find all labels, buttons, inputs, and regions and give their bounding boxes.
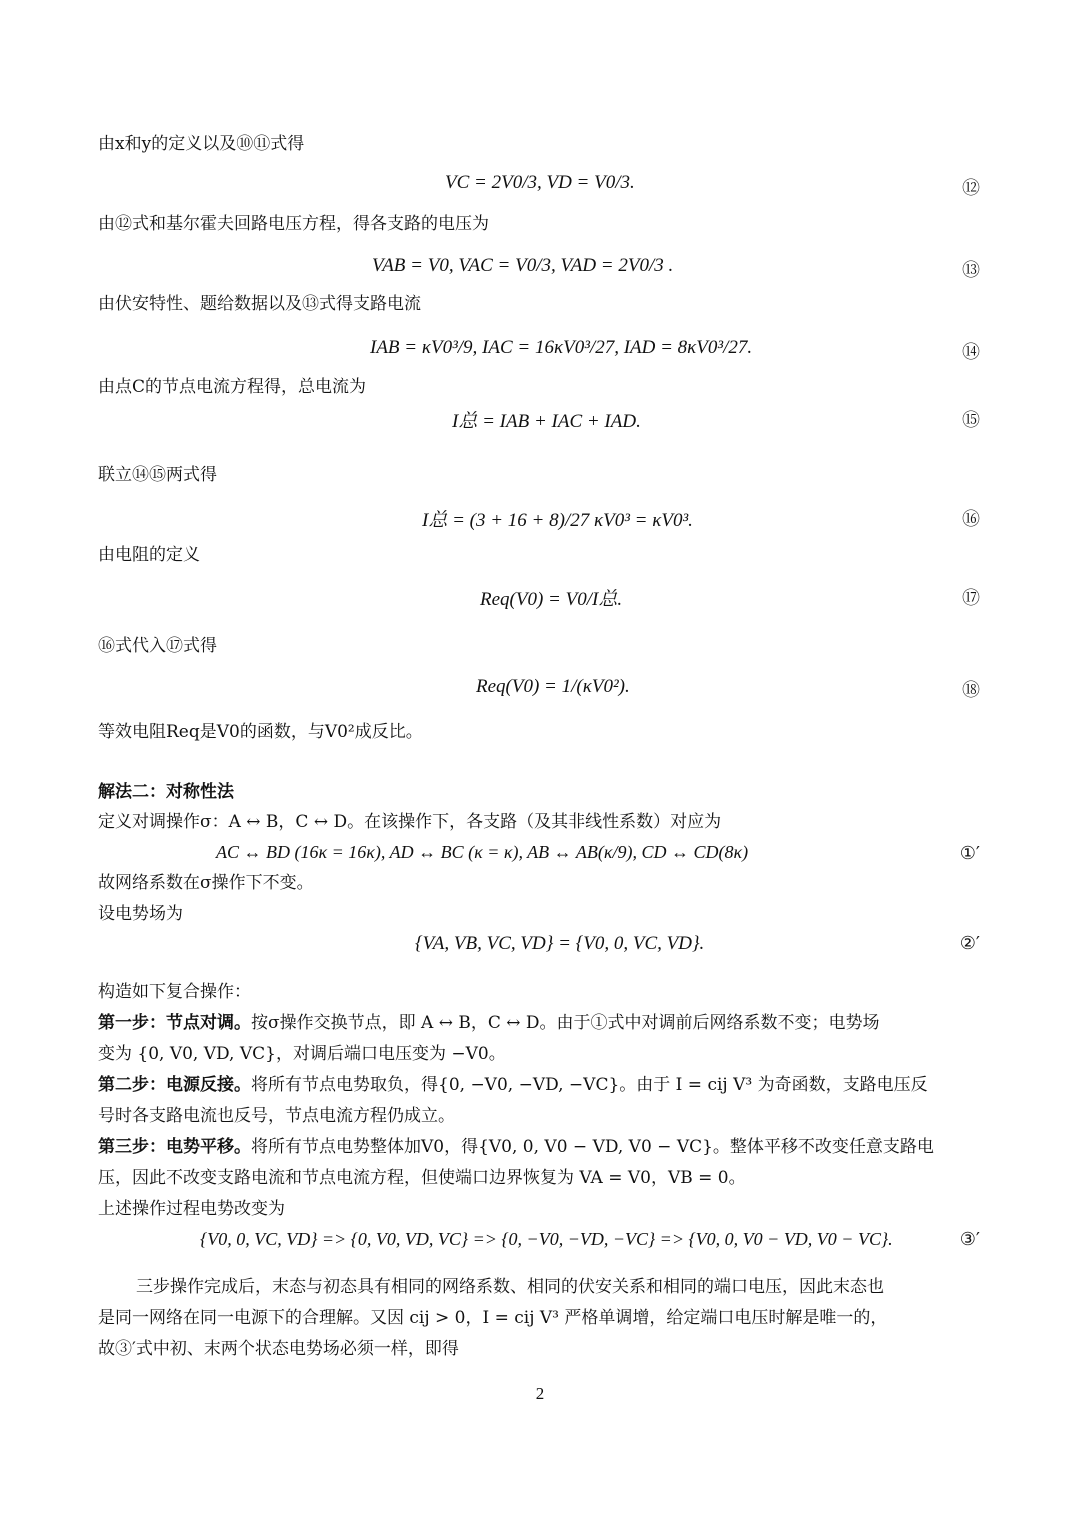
text-line: 设电势场为 <box>98 904 183 924</box>
equation: VAB = V0, VAC = V0/3, VAD = 2V0/3 . <box>372 255 674 276</box>
text-line: 由⑫式和基尔霍夫回路电压方程，得各支路的电压为 <box>98 214 489 234</box>
text-line: 故③′式中初、末两个状态电势场必须一样，即得 <box>98 1339 459 1359</box>
equation: {VA, VB, VC, VD} = {V0, 0, VC, VD}. <box>415 933 705 954</box>
equation: IAB = κV0³/9, IAC = 16κV0³/27, IAD = 8κV0³/27. <box>370 337 753 358</box>
section-heading: 解法二：对称性法 <box>98 782 234 802</box>
equation-number: ①′ <box>959 843 980 864</box>
equation-number: ⑯ <box>962 509 980 530</box>
equation-number: ②′ <box>959 933 980 954</box>
equation: Req(V0) = V0/I总. <box>480 589 623 610</box>
page-number: 2 <box>535 1384 545 1403</box>
step-one-line <box>98 1011 880 1035</box>
equation-number: ⑱ <box>962 680 980 701</box>
step-two-line <box>98 1073 928 1097</box>
text-line: 由伏安特性、题给数据以及⑬式得支路电流 <box>98 294 421 314</box>
equation: I总 = IAB + IAC + IAD. <box>452 411 641 432</box>
text-line: 是同一网络在同一电源下的合理解。又因 cij > 0，I = cij V³ 严格单调增，给定端口电压时解是唯一的， <box>98 1308 888 1328</box>
equation: VC = 2V0/3, VD = V0/3. <box>445 172 635 193</box>
step-label: 第二步：电源反接。 <box>98 1075 251 1095</box>
text-line: 变为 {0, V0, VD, VC}，对调后端口电压变为 −V0。 <box>98 1044 506 1064</box>
step-three-line <box>98 1135 934 1159</box>
text-line: 定义对调操作σ：A ↔ B，C ↔ D。在该操作下，各支路（及其非线性系数）对应为 <box>98 812 722 832</box>
text-line: 故网络系数在σ操作下不变。 <box>98 873 314 893</box>
equation-number: ⑭ <box>962 342 980 363</box>
equation-number: ⑬ <box>962 260 980 281</box>
equation-number: ③′ <box>959 1229 980 1250</box>
text-line: 压，因此不改变支路电流和节点电流方程，但使端口边界恢复为 VA = V0，VB = 0。 <box>98 1168 746 1188</box>
text-line: 由x和y的定义以及⑩⑪式得 <box>98 134 305 154</box>
step-label: 第三步：电势平移。 <box>98 1137 251 1157</box>
text-line: 上述操作过程电势改变为 <box>98 1199 285 1219</box>
text-line: 由点C的节点电流方程得，总电流为 <box>98 377 367 397</box>
equation: AC ↔ BD (16κ = 16κ), AD ↔ BC (κ = κ), AB ↔ AB(κ/9), CD ↔ CD(8κ) <box>216 842 749 862</box>
equation-number: ⑫ <box>962 178 980 199</box>
text-line: ⑯式代入⑰式得 <box>98 636 217 656</box>
text-line: 号时各支路电流也反号，节点电流方程仍成立。 <box>98 1106 455 1126</box>
text-line: 联立⑭⑮两式得 <box>98 465 217 485</box>
step-label: 第一步：节点对调。 <box>98 1013 251 1033</box>
step-text: 按σ操作交换节点，即 A ↔ B，C ↔ D。由于①式中对调前后网络系数不变；电势场 <box>251 1013 880 1033</box>
text-line: 等效电阻Req是V0的函数，与V0²成反比。 <box>98 722 423 742</box>
text-line: 三步操作完成后，末态与初态具有相同的网络系数、相同的伏安关系和相同的端口电压，因此末态也 <box>136 1277 884 1297</box>
equation: Req(V0) = 1/(κV0²). <box>476 676 630 697</box>
text-line: 由电阻的定义 <box>98 545 200 565</box>
step-text: 将所有节点电势整体加V0，得{V0, 0, V0 − VD, V0 − VC}。整体平移不改变任意支路电 <box>251 1137 934 1157</box>
equation-number: ⑰ <box>962 588 980 609</box>
text-line: 构造如下复合操作： <box>98 982 251 1002</box>
equation: I总 = (3 + 16 + 8)/27 κV0³ = κV0³. <box>422 510 693 531</box>
equation: {V0, 0, VC, VD} => {0, V0, VD, VC} => {0, −V0, −VD, −VC} => {V0, 0, V0 − VD, V0 − VC}. <box>200 1229 893 1249</box>
equation-number: ⑮ <box>962 410 980 431</box>
step-text: 将所有节点电势取负，得{0, −V0, −VD, −VC}。由于 I = cij V³ 为奇函数，支路电压反 <box>251 1075 928 1095</box>
